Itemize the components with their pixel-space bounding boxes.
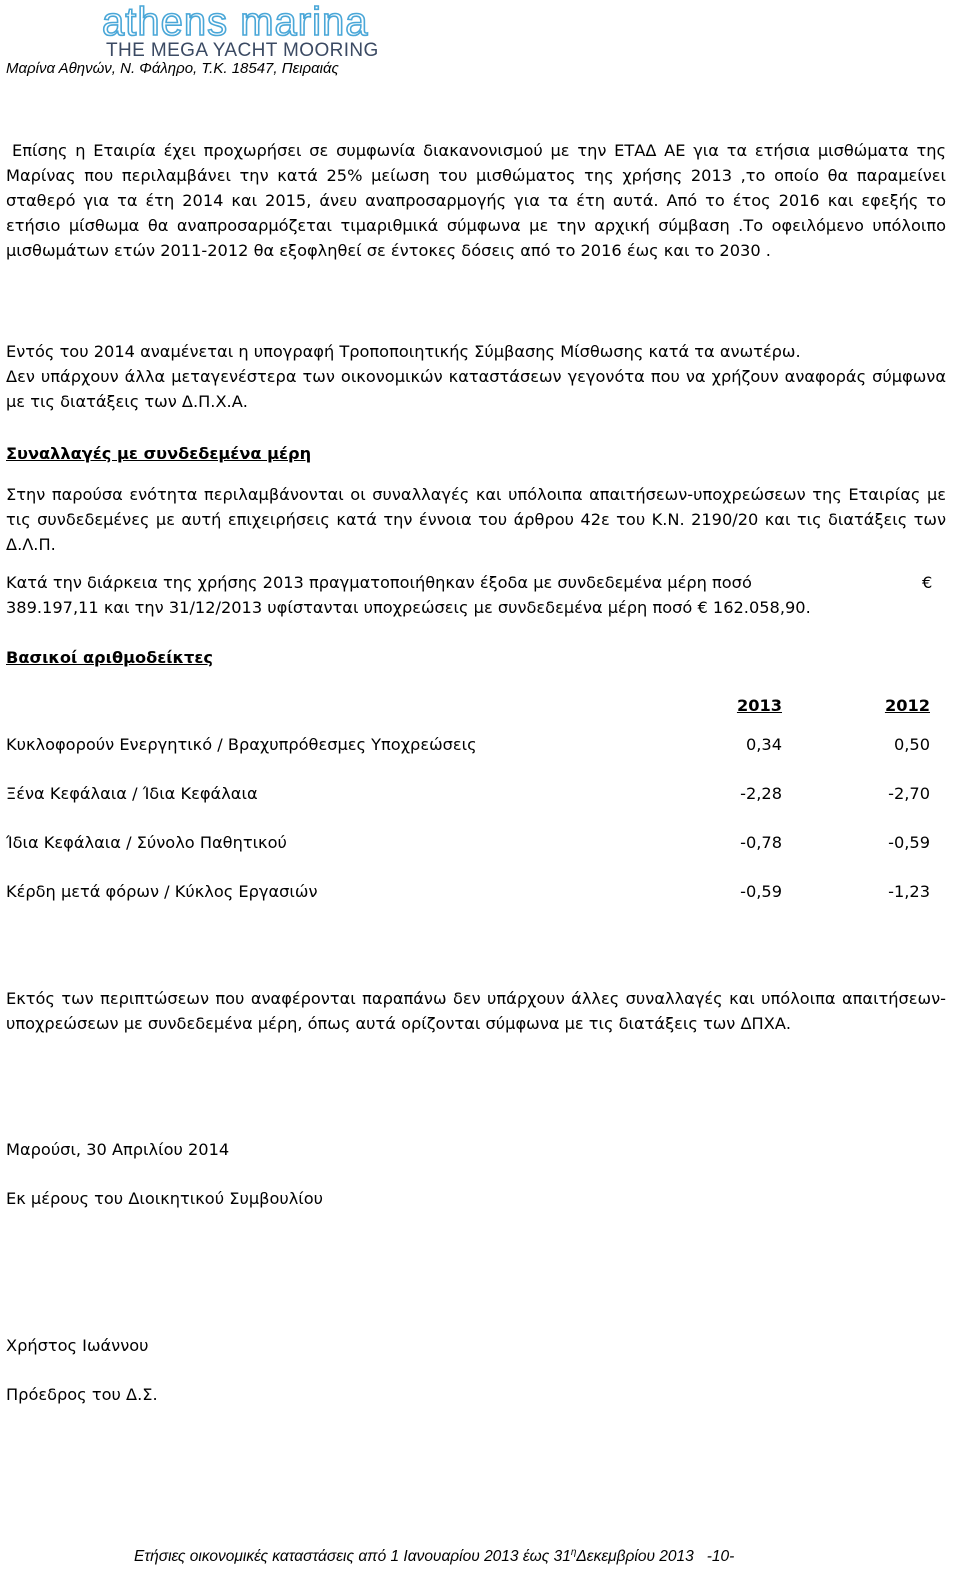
amendment-line: Εντός του 2014 αναμένεται η υπογραφή Τροποποιητικής Σύμβασης Μίσθωσης κατά τα ανωτέρω. [6,342,801,361]
signatory-name: Χρήστος Ιωάννου [6,1336,149,1355]
ratio-value-2013: 0,34 [745,735,782,754]
related-parties-heading: Συναλλαγές με συνδεδεμένα μέρη [6,444,312,463]
closing-paragraph: Εκτός των περιπτώσεων που αναφέρονται παραπάνω δεν υπάρχουν άλλες συναλλαγές και υπόλοιπα απαιτήσεων-υποχρεώσεων με συνδεδεμένα μέρη, όπως αυτά ορίζονται σύμφωνα με τις διατάξεις των ΔΠΧΑ. [6,989,946,1033]
subsequent-events-paragraph: Δεν υπάρχουν άλλα μεταγενέστερα των οικονομικών καταστάσεων γεγονότα που να χρήζουν αναφοράς σύμφωνα με τις διατάξεις των Δ.Π.Χ.Α. [6,367,946,411]
ratio-value-2012: -1,23 [888,882,930,901]
ratio-value-2013: -0,78 [740,833,782,852]
key-ratios-heading: Βασικοί αριθμοδείκτες [6,648,213,667]
ratios-header-row [6,690,930,720]
place-date: Μαρούσι, 30 Απριλίου 2014 [6,1140,230,1159]
ratio-label: Κέρδη μετά φόρων / Κύκλος Εργασιών [6,882,318,901]
logo-tagline: THE MEGA YACHT MOORING [106,40,379,61]
table-row [6,818,930,867]
related-liabilities-text: 389.197,11 και την 31/12/2013 υφίστανται υποχρεώσεις με συνδεδεμένα μέρη ποσό [6,598,693,617]
ratio-label: Κυκλοφορούν Ενεργητικό / Βραχυπρόθεσμες Υποχρεώσεις [6,735,477,754]
footer-text: Ετήσιες οικονομικές καταστάσεις από 1 Ιανουαρίου 2013 έως 31 [134,1548,571,1566]
related-liabilities-line [6,595,811,620]
ratio-value-2012: -0,59 [888,833,930,852]
table-row [6,720,930,769]
ratio-value-2013: -2,28 [740,784,782,803]
ratio-label: Ίδια Κεφάλαια / Σύνολο Παθητικού [6,833,287,852]
footer-superscript: η [570,1547,577,1558]
board-line: Εκ μέρους του Διοικητικού Συμβουλίου [6,1189,324,1208]
euro-sign-1: € [922,573,933,592]
intro-paragraph: Επίσης η Εταιρία έχει προχωρήσει σε συμφωνία διακανονισμού με την ΕΤΑΔ ΑΕ για τα ετήσια μισθώματα της Μαρίνας που περιλαμβάνει την κατά 25% μείωση του μισθώματος της χρήσης 2013 ,το οποίο θα παραμείνει σταθερό για τα έτη 2014 και 2015, άνευ αναπροσαρμογής για τα έτη αυτά. Από το έτος 2016 και εφεξής το ετήσιο μίσθωμα θα αναπροσαρμόζεται τιμαριθμικά σύμφωνα με την αρχική σύμβαση .Το οφειλόμενο υπόλοιπο μισθωμάτων ετών 2011-2012 θα εξοφληθεί σε έντοκες δόσεις από το 2016 έως και το 2030 . [6,141,946,260]
year-2012-header: 2012 [884,695,930,715]
page-number: -10- [706,1548,735,1566]
company-address: Μαρίνα Αθηνών, Ν. Φάληρο, Τ.Κ. 18547, Πειραιάς [6,60,339,77]
year-2013-header: 2013 [736,695,782,715]
logo-wordmark: athens marina [102,0,369,44]
table-row [6,867,930,916]
key-ratios-table [6,690,930,916]
page-footer [134,1547,734,1566]
company-logo [100,0,420,61]
related-expenses-line: Κατά την διάρκεια της χρήσης 2013 πραγματοποιήθηκαν έξοδα με συνδεδεμένα μέρη ποσό [6,573,752,592]
euro-sign-2: € [697,598,708,617]
ratio-value-2012: -2,70 [888,784,930,803]
ratio-label: Ξένα Κεφάλαια / Ίδια Κεφάλαια [6,784,258,803]
related-parties-paragraph: Στην παρούσα ενότητα περιλαμβάνονται οι συναλλαγές και υπόλοιπα απαιτήσεων-υποχρεώσεων της Εταιρίας με τις συνδεδεμένες με αυτή επιχειρήσεις κατά την έννοια του άρθρου 42ε του Κ.Ν. 2190/20 και τις διατάξεις των Δ.Λ.Π. [6,485,946,554]
table-row [6,769,930,818]
ratio-value-2012: 0,50 [893,735,930,754]
ratio-value-2013: -0,59 [740,882,782,901]
footer-text-end: Δεκεμβρίου 2013 [576,1548,694,1566]
related-liabilities-amount: 162.058,90. [712,598,811,617]
signatory-title: Πρόεδρος του Δ.Σ. [6,1385,158,1404]
